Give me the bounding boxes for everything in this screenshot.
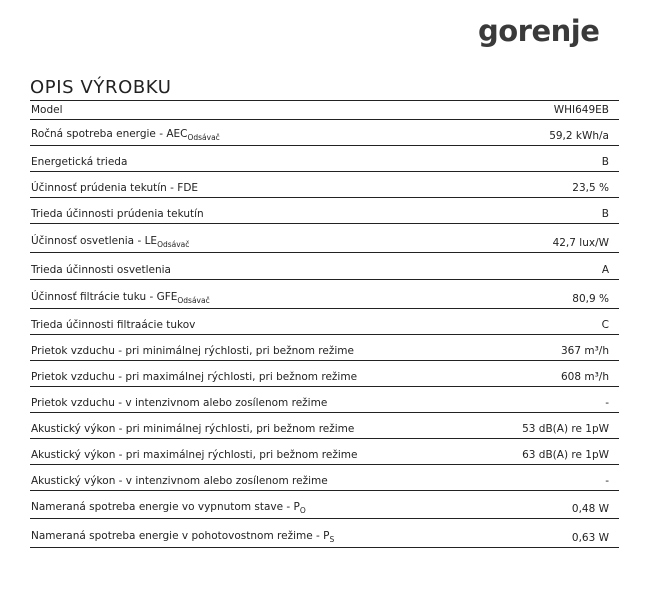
spec-row <box>30 198 619 224</box>
spec-label-subscript: Odsávač <box>157 240 190 249</box>
spec-value: B <box>601 208 609 220</box>
spec-value: 0,63 W <box>571 532 609 544</box>
spec-label <box>31 345 354 357</box>
spec-label-text: Ročná spotreba energie - AEC <box>31 128 188 140</box>
spec-row <box>30 335 619 361</box>
spec-value: - <box>605 397 609 409</box>
spec-label-text: Energetická trieda <box>31 156 128 168</box>
spec-row <box>30 172 619 198</box>
spec-label-text: Trieda účinnosti filtraácie tukov <box>31 319 196 331</box>
spec-label <box>31 264 171 276</box>
spec-label <box>31 156 127 168</box>
spec-label-text: Účinnosť prúdenia tekutín - FDE <box>31 182 199 194</box>
spec-label <box>31 397 327 409</box>
spec-row <box>30 309 619 335</box>
spec-row <box>30 146 619 172</box>
spec-row <box>30 224 619 253</box>
spec-label-text: Trieda účinnosti osvetlenia <box>31 264 171 276</box>
spec-label <box>31 501 306 515</box>
spec-label-text: Model <box>31 104 63 116</box>
spec-label <box>31 128 220 142</box>
spec-label <box>31 475 328 487</box>
spec-label <box>31 182 198 194</box>
spec-label-subscript: Odsávač <box>187 133 220 142</box>
spec-value: - <box>605 475 609 487</box>
spec-row <box>30 439 619 465</box>
brand-logo: gorenje <box>478 14 600 48</box>
spec-label-text: Nameraná spotreba energie v pohotovostnom režime - P <box>31 530 330 542</box>
spec-row <box>30 101 619 120</box>
spec-label <box>31 104 63 116</box>
spec-row <box>30 465 619 491</box>
spec-label-text: Prietok vzduchu - pri maximálnej rýchlosti, pri bežnom režime <box>31 371 358 383</box>
spec-value: B <box>601 156 609 168</box>
spec-table <box>30 101 619 548</box>
spec-label-text: Akustický výkon - pri maximálnej rýchlosti, pri bežnom režime <box>31 449 358 461</box>
spec-label-text: Prietok vzduchu - v intenzivnom alebo zosílenom režime <box>31 397 328 409</box>
spec-row <box>30 253 619 280</box>
spec-label <box>31 235 189 249</box>
spec-value: C <box>601 319 609 331</box>
spec-label-subscript: Odsávač <box>177 296 210 305</box>
spec-value: WHI649EB <box>553 104 609 116</box>
spec-row <box>30 413 619 439</box>
spec-row <box>30 519 619 548</box>
spec-label-text: Trieda účinnosti prúdenia tekutín <box>31 208 204 220</box>
spec-value: 42,7 lux/W <box>552 237 609 249</box>
spec-label-subscript: O <box>299 506 306 515</box>
spec-label <box>31 371 357 383</box>
spec-label <box>31 319 195 331</box>
spec-value: 23,5 % <box>572 182 609 194</box>
spec-label-text: Účinnosť osvetlenia - LE <box>31 235 158 247</box>
spec-value: A <box>601 264 609 276</box>
page-title: OPIS VÝROBKU <box>30 77 172 98</box>
spec-row <box>30 120 619 146</box>
spec-label <box>31 291 210 305</box>
spec-value: 367 m³/h <box>560 345 609 357</box>
spec-label-text: Akustický výkon - pri minimálnej rýchlosti, pri bežnom režime <box>31 423 355 435</box>
spec-value: 53 dB(A) re 1pW <box>522 423 609 435</box>
spec-label-text: Akustický výkon - v intenzivnom alebo zosílenom režime <box>31 475 328 487</box>
spec-label-subscript: S <box>329 535 335 544</box>
spec-row <box>30 280 619 309</box>
spec-label <box>31 423 354 435</box>
spec-label-text: Účinnosť filtrácie tuku - GFE <box>31 291 178 303</box>
spec-label-text: Nameraná spotreba energie vo vypnutom stave - P <box>31 501 300 513</box>
spec-label-text: Prietok vzduchu - pri minimálnej rýchlosti, pri bežnom režime <box>31 345 354 357</box>
spec-value: 80,9 % <box>572 293 609 305</box>
spec-label <box>31 530 334 544</box>
spec-row <box>30 491 619 519</box>
spec-label <box>31 208 204 220</box>
spec-row <box>30 387 619 413</box>
spec-value: 608 m³/h <box>560 371 609 383</box>
spec-row <box>30 361 619 387</box>
spec-label <box>31 449 357 461</box>
spec-value: 63 dB(A) re 1pW <box>522 449 609 461</box>
spec-value: 59,2 kWh/a <box>549 130 609 142</box>
spec-value: 0,48 W <box>571 503 609 515</box>
